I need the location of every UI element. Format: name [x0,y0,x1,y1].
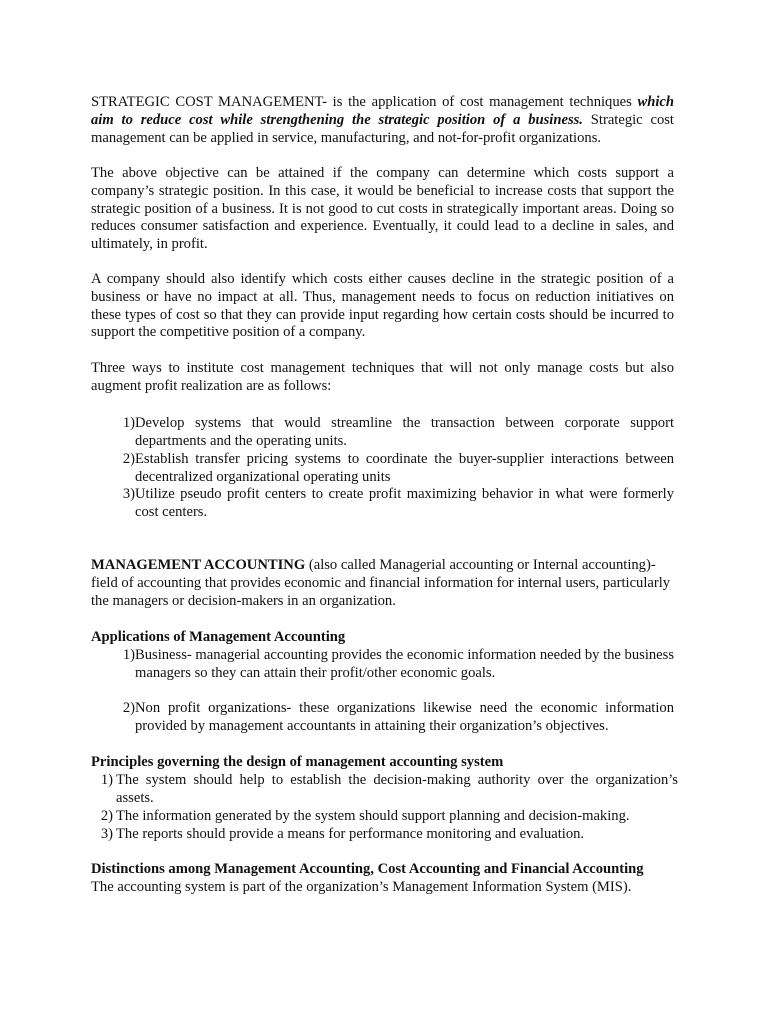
list-item [91,772,678,808]
list-item-text: Non profit organizations- these organizations likewise need the economic information provided by management accountants in attaining their organization’s objectives. [135,700,674,734]
list-item [113,700,674,736]
list-item-number: 3) [122,486,135,502]
scm-definition-tail: Strategic cost management can be applied in service, manufacturing, and not-for-profit organizations. [91,111,674,146]
scm-cost-identification-paragraph: A company should also identify which costs either causes decline in the strategic position of a business or have no impact at all. Thus, management needs to focus on reduction initiatives on these types of cost so that they can provide input regarding how certain costs should be incurred to support the competitive position of a company. [91,271,674,341]
ma-definition-paragraph [91,557,674,610]
list-item-number: 3) [100,826,113,842]
list-item-text: Establish transfer pricing systems to coordinate the buyer-supplier interactions between decentralized organizational operating units [135,451,674,485]
list-item-text: The system should help to establish the decision-making authority over the organization’s assets. [116,772,678,806]
list-item [113,451,674,487]
ma-term: MANAGEMENT ACCOUNTING [91,557,306,573]
list-item [113,486,674,522]
list-item-text: The information generated by the system should support planning and decision-making. [116,808,630,824]
applications-heading: Applications of Management Accounting [91,629,346,645]
scm-definition-lead: STRATEGIC COST MANAGEMENT- is the application of cost management techniques [91,94,638,110]
list-item-number: 1) [122,647,135,663]
list-item [113,647,674,683]
list-item-number: 2) [122,700,135,716]
ma-definition-text: (also called Managerial accounting or Internal accounting)- field of accounting that provides economic and financial information for internal users, particularly the managers or decision-makers in an organization. [91,557,671,609]
list-item-number: 2) [122,451,135,467]
scm-definition-paragraph [91,94,674,147]
distinctions-paragraph: The accounting system is part of the organization’s Management Information System (MIS). [91,879,632,895]
list-item-text: Business- managerial accounting provides the economic information needed by the business managers so they can attain their profit/other economic goals. [135,647,675,681]
list-item-text: Develop systems that would streamline the transaction between corporate support departments and the operating units. [135,415,674,449]
list-item [91,826,678,844]
list-item-text: Utilize pseudo profit centers to create profit maximizing behavior in what were formerly cost centers. [135,486,674,520]
distinctions-heading: Distinctions among Management Accounting, Cost Accounting and Financial Accounting [91,861,644,877]
list-item [113,415,674,451]
principles-heading: Principles governing the design of management accounting system [91,754,504,770]
list-item-text: The reports should provide a means for performance monitoring and evaluation. [116,826,585,842]
list-item-number: 1) [100,772,113,788]
scm-definition-emphasis: which aim to reduce cost while strengthening the strategic position of a business. [91,94,674,128]
list-item-number: 2) [100,808,113,824]
list-item-number: 1) [122,415,135,431]
list-item [91,808,678,826]
scm-ways-intro-paragraph: Three ways to institute cost management techniques that will not only manage costs but also augment profit realization are as follows: [91,360,674,394]
scm-objective-paragraph: The above objective can be attained if the company can determine which costs support a company’s strategic position. In this case, it would be beneficial to increase costs that support the strategic position of a business. It is not good to cut costs in strategically important areas. Doing so reduces consumer satisfaction and experience. Eventually, it could lead to a decline in sales, and ultimately, in profit. [91,165,674,253]
